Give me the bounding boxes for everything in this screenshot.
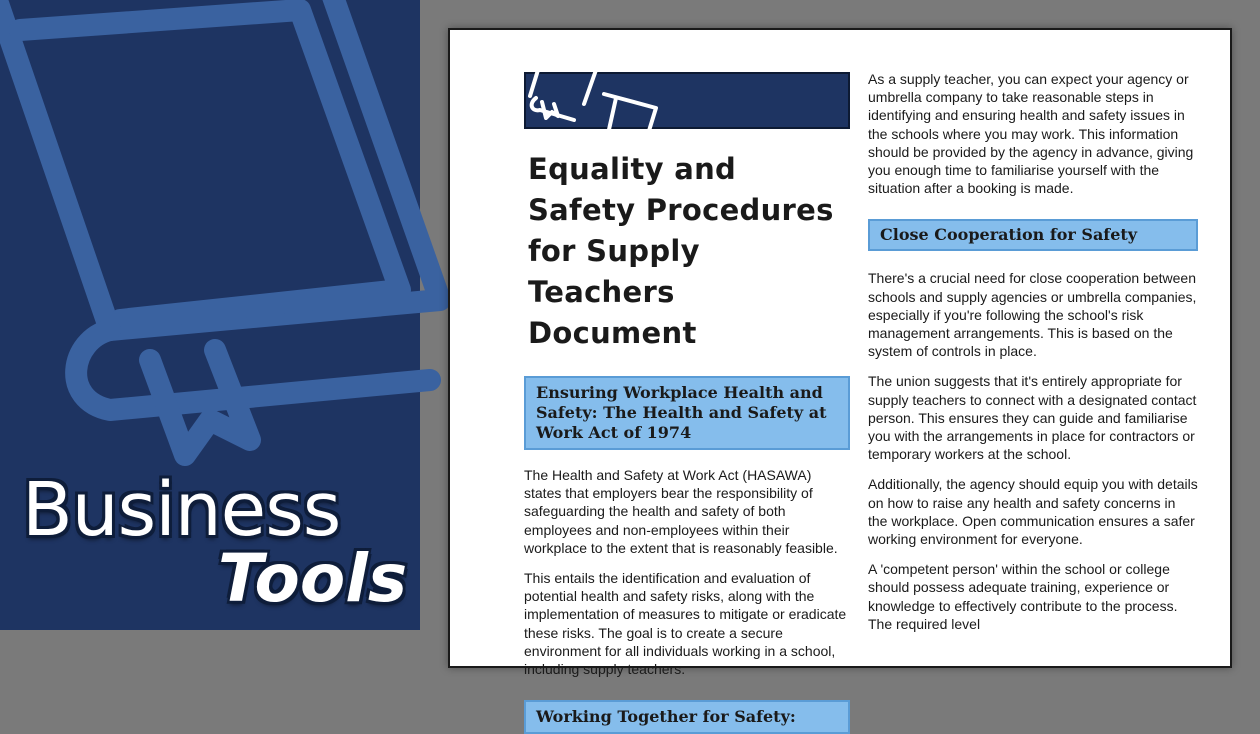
brand-logo xyxy=(22,467,408,617)
brand-business: Business xyxy=(22,467,341,553)
paragraph-raise-concerns: Additionally, the agency should equip you with details on how to raise any health and safety concerns in the workplace. Open communication ensures a safer working environment for everyone. xyxy=(868,476,1198,548)
left-column xyxy=(524,72,850,734)
paragraph-cooperation-need: There's a crucial need for close cooperation between schools and supply agencies or umbrella companies, especially if you're following the school's risk management arrangements. This is based on the system of controls in place. xyxy=(868,270,1197,360)
document-header-banner xyxy=(524,72,850,129)
paragraph-agency-steps: As a supply teacher, you can expect your agency or umbrella company to take reasonable steps in identifying and ensuring health and safety issues in the schools where you may work. This information should be provided by the agency in advance, giving you enough time to familiarise yourself with the situation after a booking is made. xyxy=(868,71,1194,197)
paragraph-contact-person: The union suggests that it's entirely appropriate for supply teachers to connect with a designated contact person. This ensures they can guide and familiarise you with the arrangements in place for contractors or temporary workers at the school. xyxy=(868,373,1197,463)
paragraph-hasawa-intro: The Health and Safety at Work Act (HASAWA) states that employers bear the responsibility of safeguarding the health and safety of both employees and non-employees within their workplace to the extent that is reasonably feasible. xyxy=(524,467,838,556)
brand-tools: Tools xyxy=(218,540,408,617)
book-bookmark-icon xyxy=(526,74,852,131)
banner xyxy=(0,0,420,630)
section-heading-close-cooperation: Close Cooperation for Safety xyxy=(868,219,1198,251)
section-heading-working-together: Working Together for Safety: xyxy=(524,700,850,734)
paragraph-competent-person: A 'competent person' within the school or college should possess adequate training, experience or knowledge to effectively contribute to the process. The required level xyxy=(868,561,1178,632)
section-heading-hasawa: Ensuring Workplace Health and Safety: The Health and Safety at Work Act of 1974 xyxy=(524,376,850,450)
document-title: Equality and Safety Procedures for Supply Teachers Document xyxy=(528,152,834,350)
document-page xyxy=(448,28,1232,727)
paragraph-risk-evaluation: This entails the identification and evaluation of potential health and safety risks, along with the implementation of measures to mitigate or eradicate these risks. The goal is to create a secure environment for all individuals working in a school, including supply teachers. xyxy=(524,570,847,678)
right-column xyxy=(868,70,1198,633)
